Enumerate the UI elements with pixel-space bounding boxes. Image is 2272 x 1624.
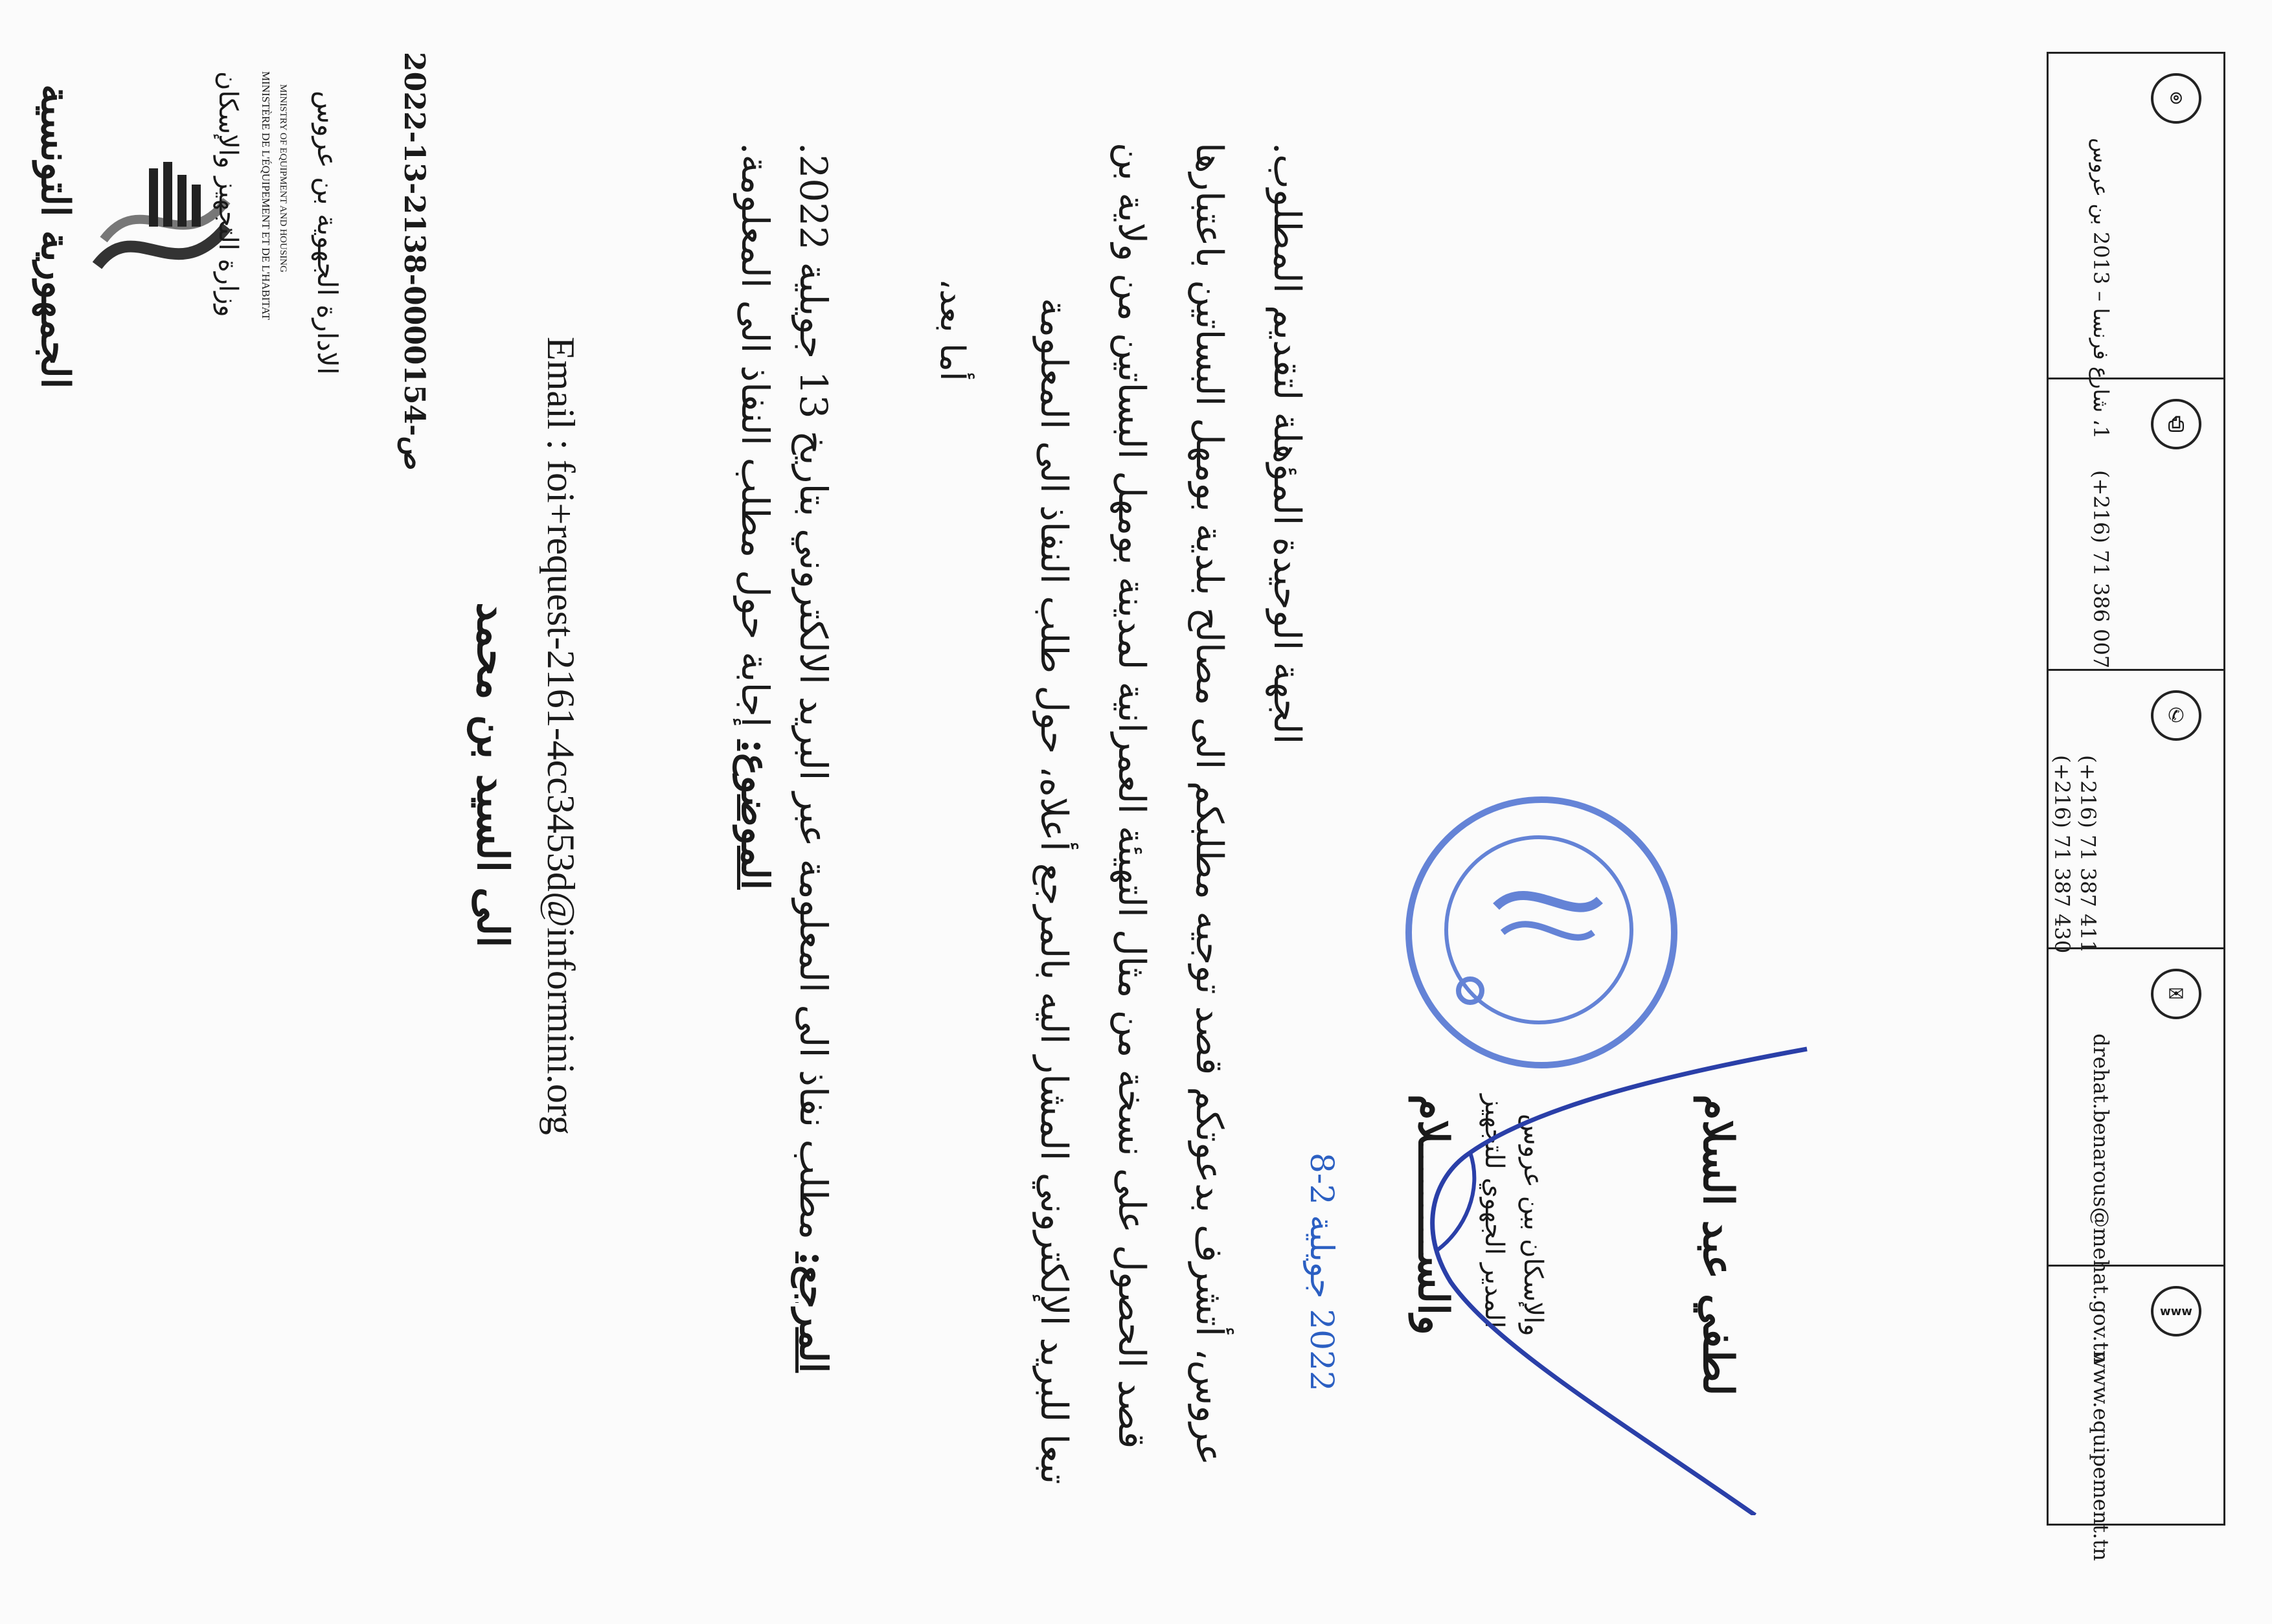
recipient-email: Email : foi+request-2161-4cc3453d@informini.org <box>540 337 582 1135</box>
reference-text: مطلب نفاذ الى المعلومة عبر البريد الالكتروني بتاريخ 13 جويلية 2022. <box>791 142 835 1252</box>
subject-label: الموضوع: <box>733 739 777 890</box>
body-line-4: الجهة الوحيدة المؤهلة لتقديم المطلوب. <box>1266 142 1308 745</box>
mail-icon: ✉ <box>2151 969 2201 1019</box>
letter-date: 2022 جويلية 2-8 <box>1303 1153 1341 1392</box>
ministry-name-en: MINISTRY OF EQUIPMENT AND HOUSING <box>278 84 288 273</box>
reference-label: المرجع: <box>791 1251 835 1373</box>
footer-phone-2: (+216) 71 387 430 <box>2050 755 2074 954</box>
footer-phone-cell <box>2049 669 2223 954</box>
reference-number: ص-0000154-2138-13-2022 <box>398 52 431 471</box>
closing-salutation: والســـــــــلام <box>1409 1094 1457 1335</box>
footer-email: drehat.benarous@mehat.gov.tn <box>2089 1033 2113 1364</box>
footer-contact-box <box>2047 52 2225 1561</box>
fax-icon: ⎙ <box>2151 399 2201 449</box>
footer-web-cell <box>2049 1265 2223 1561</box>
location-icon: ⌾ <box>2151 73 2201 124</box>
ministry-name-ar: وزارة التجهيز والإسكان <box>213 71 243 317</box>
subject-text: إجابة حول مطلب النفاذ الى المعلومة. <box>733 142 777 739</box>
signature <box>1392 1036 1846 1515</box>
directorate-name: الادارة الجهوية بن عروس <box>312 91 343 375</box>
official-stamp <box>1405 796 1677 1068</box>
body-line-2: قصد الحصول على نسخة من مثال التهيئة العمرانية لمدينة بومهل البساتين من ولاية بن <box>1110 142 1153 1449</box>
subject-line <box>733 142 777 890</box>
footer-address: 1، شارع فرنسا – 2013 بن عروس <box>2089 138 2113 439</box>
www-icon: www <box>2151 1286 2201 1336</box>
body-line-3: عروس، أتشرف بدعوتكم قصد توجيه مطلبكم الى مصالح بلدية بومهل البساتين باعتبارها <box>1188 142 1231 1466</box>
footer-phone-1: (+216) 71 387 411 <box>2076 755 2100 954</box>
footer-address-cell <box>2049 54 2223 439</box>
phone-icon: ✆ <box>2151 690 2201 741</box>
signatory-title-1: المدير الجهوي للتجهيز <box>1479 1094 1509 1329</box>
republic-title: الجمهورية التونسية <box>32 84 78 389</box>
signatory-title-2: والإسكان ببن عروس <box>1518 1114 1548 1336</box>
body-line-1: تبعا للبريد الإلكتروني المشار اليه بالمرجع أعلاه، حول طلب النفاذ الى المعلومة <box>1032 298 1075 1485</box>
reference-line <box>791 142 835 1373</box>
footer-website: www.equipement.tn <box>2089 1351 2113 1561</box>
greeting: أما بعد، <box>933 278 971 381</box>
ministry-name-fr: MINISTÈRE DE L'ÉQUIPEMENT ET DE L'HABITAT <box>260 71 272 321</box>
footer-fax: (+216) 71 386 007 <box>2089 470 2113 669</box>
recipient-name: الى السيد بن محمد <box>468 602 518 948</box>
footer-fax-cell <box>2049 378 2223 671</box>
signatory-name: لطفي عبد السلام <box>1694 1094 1742 1396</box>
